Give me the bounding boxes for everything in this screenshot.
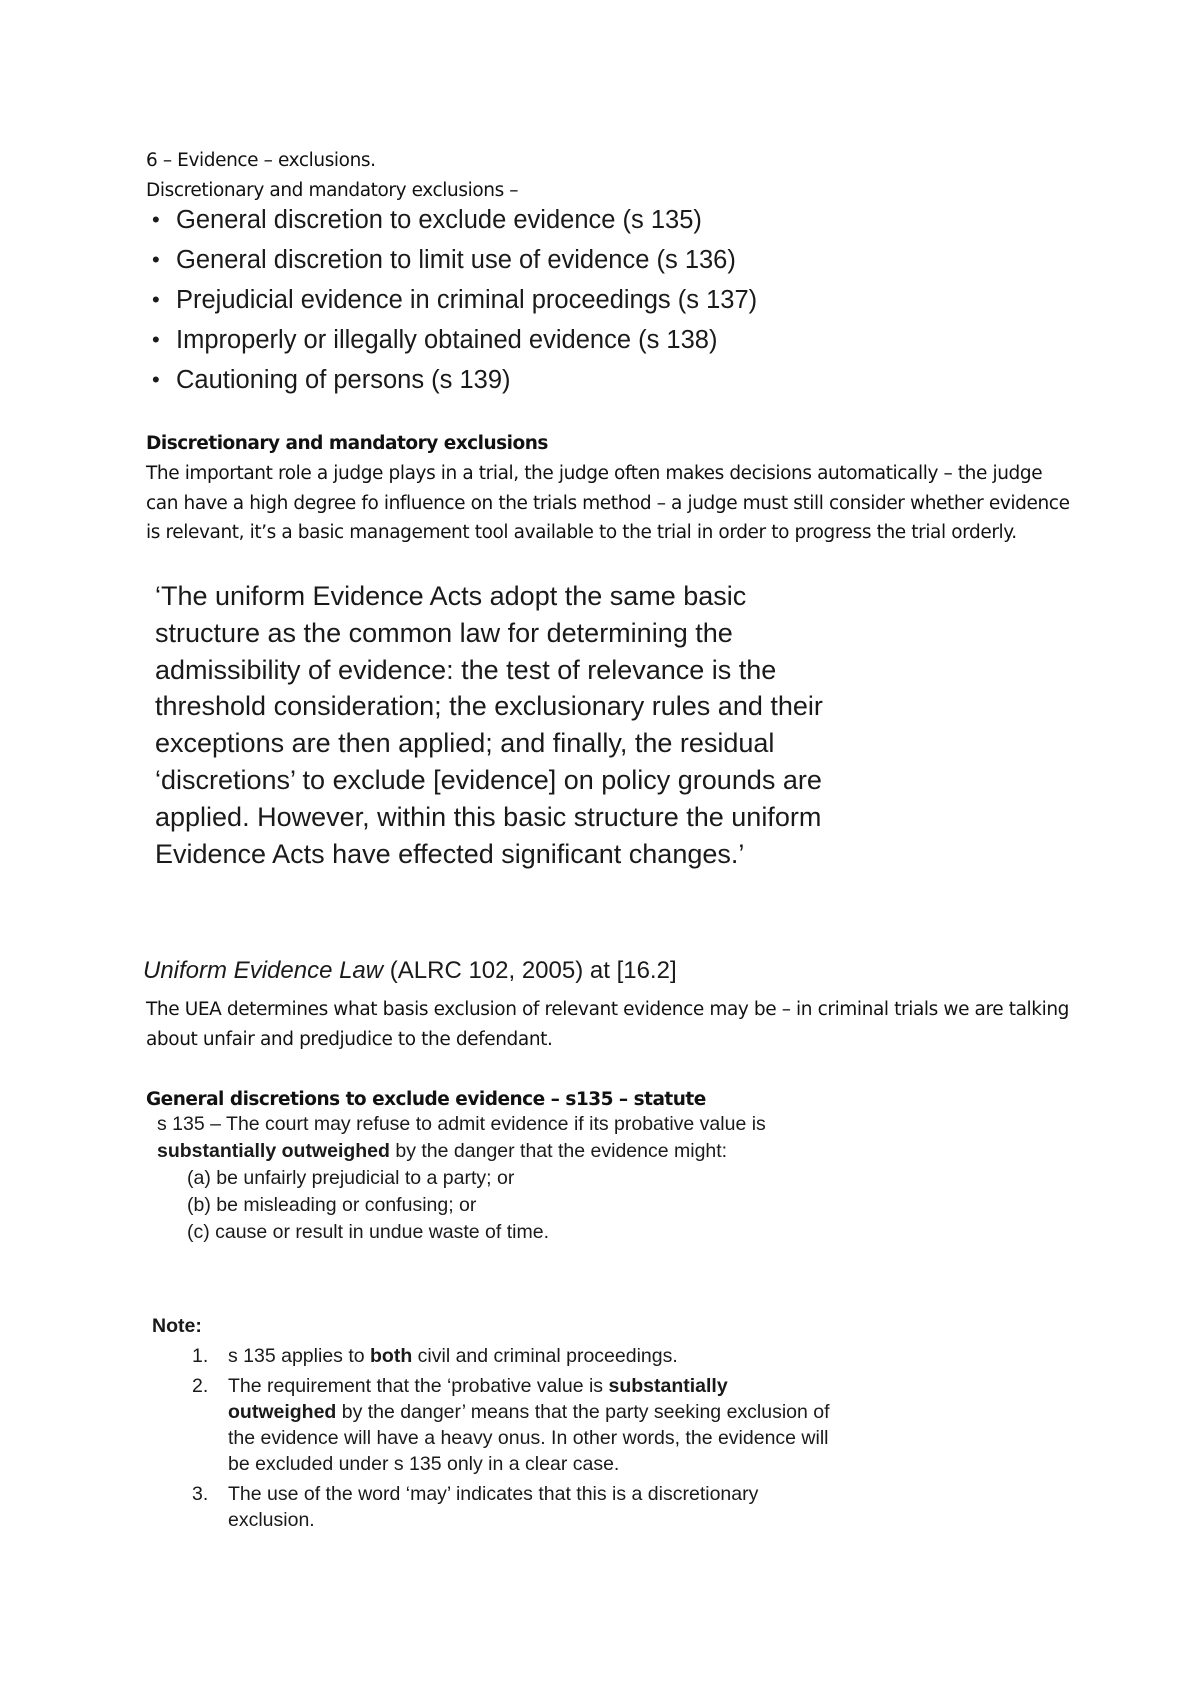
quote-text: ‘The uniform Evidence Acts adopt the same basic structure as the common law for determining the admissibility of evidence: the test of relevance is the threshold consideration; the exclusionary rules and their exceptions are then applied; and finally, the residual ‘discretions’ to exclude [evidence] on policy grounds are applied. However, within this basic structure the uniform Evidence Acts have effected significant changes.’ (155, 581, 823, 869)
note-item: 2. The requirement that the ‘probative value is substantially outweighed by the danger’ means that the party seeking exclusion of the evidence will have a heavy onus. In other words, the evidence will be excluded under s 135 only in a clear case. (192, 1375, 830, 1475)
quote-citation (143, 956, 677, 986)
bullet-item: • General discretion to exclude evidence (s 135) (152, 200, 757, 240)
note-label: Note: (152, 1315, 202, 1337)
citation-title: Uniform Evidence Law (143, 957, 384, 984)
bullet-glyph: • (152, 327, 160, 352)
bullet-glyph: • (152, 207, 160, 232)
bullet-item: • General discretion to limit use of evidence (s 136) (152, 240, 757, 280)
statute-item: (a) be unfairly prejudicial to a party; or (187, 1167, 515, 1189)
statute-note (152, 1313, 832, 1537)
statute-items (157, 1165, 837, 1246)
bullet-item: • Prejudicial evidence in criminal proceedings (s 137) (152, 280, 757, 320)
paragraph-judge-role: The important role a judge plays in a trial, the judge often makes decisions automatically – the judge can have a high degree fo influence on the trials method – a judge must still consider whether evidence is relevant, it’s a basic management tool available to the trial in order to progress the trial orderly. (146, 463, 1070, 543)
section-heading-s135: General discretions to exclude evidence – s135 – statute (146, 1089, 706, 1110)
statute-s135-text (157, 1111, 837, 1246)
statute-lead: s 135 – The court may refuse to admit evidence if its probative value is substantially outweighed by the danger that the evidence might: (157, 1113, 766, 1162)
intro-line: Discretionary and mandatory exclusions – (146, 180, 519, 201)
statute-item: (c) cause or result in undue waste of time. (187, 1221, 549, 1243)
bullet-item: • Improperly or illegally obtained evidence (s 138) (152, 320, 757, 360)
alrc-quote (155, 578, 855, 872)
note-item: 3. The use of the word ‘may’ indicates that this is a discretionary exclusion. (192, 1483, 759, 1531)
bullet-item: • Cautioning of persons (s 139) (152, 360, 757, 400)
bullet-glyph: • (152, 287, 160, 312)
statute-item: (b) be misleading or confusing; or (187, 1194, 477, 1216)
bullet-glyph: • (152, 247, 160, 272)
note-items (152, 1343, 832, 1533)
note-item: 1. s 135 applies to both civil and criminal proceedings. (192, 1345, 678, 1367)
exclusions-bullet-list (152, 200, 757, 400)
paragraph-uea: The UEA determines what basis exclusion of relevant evidence may be – in criminal trials we are talking about unfair and predjudice to the defendant. (146, 999, 1069, 1050)
citation-details: (ALRC 102, 2005) at [16.2] (383, 957, 677, 984)
document-title: 6 – Evidence – exclusions. (146, 150, 376, 171)
bullet-glyph: • (152, 367, 160, 392)
section-heading-discretionary: Discretionary and mandatory exclusions (146, 433, 548, 454)
